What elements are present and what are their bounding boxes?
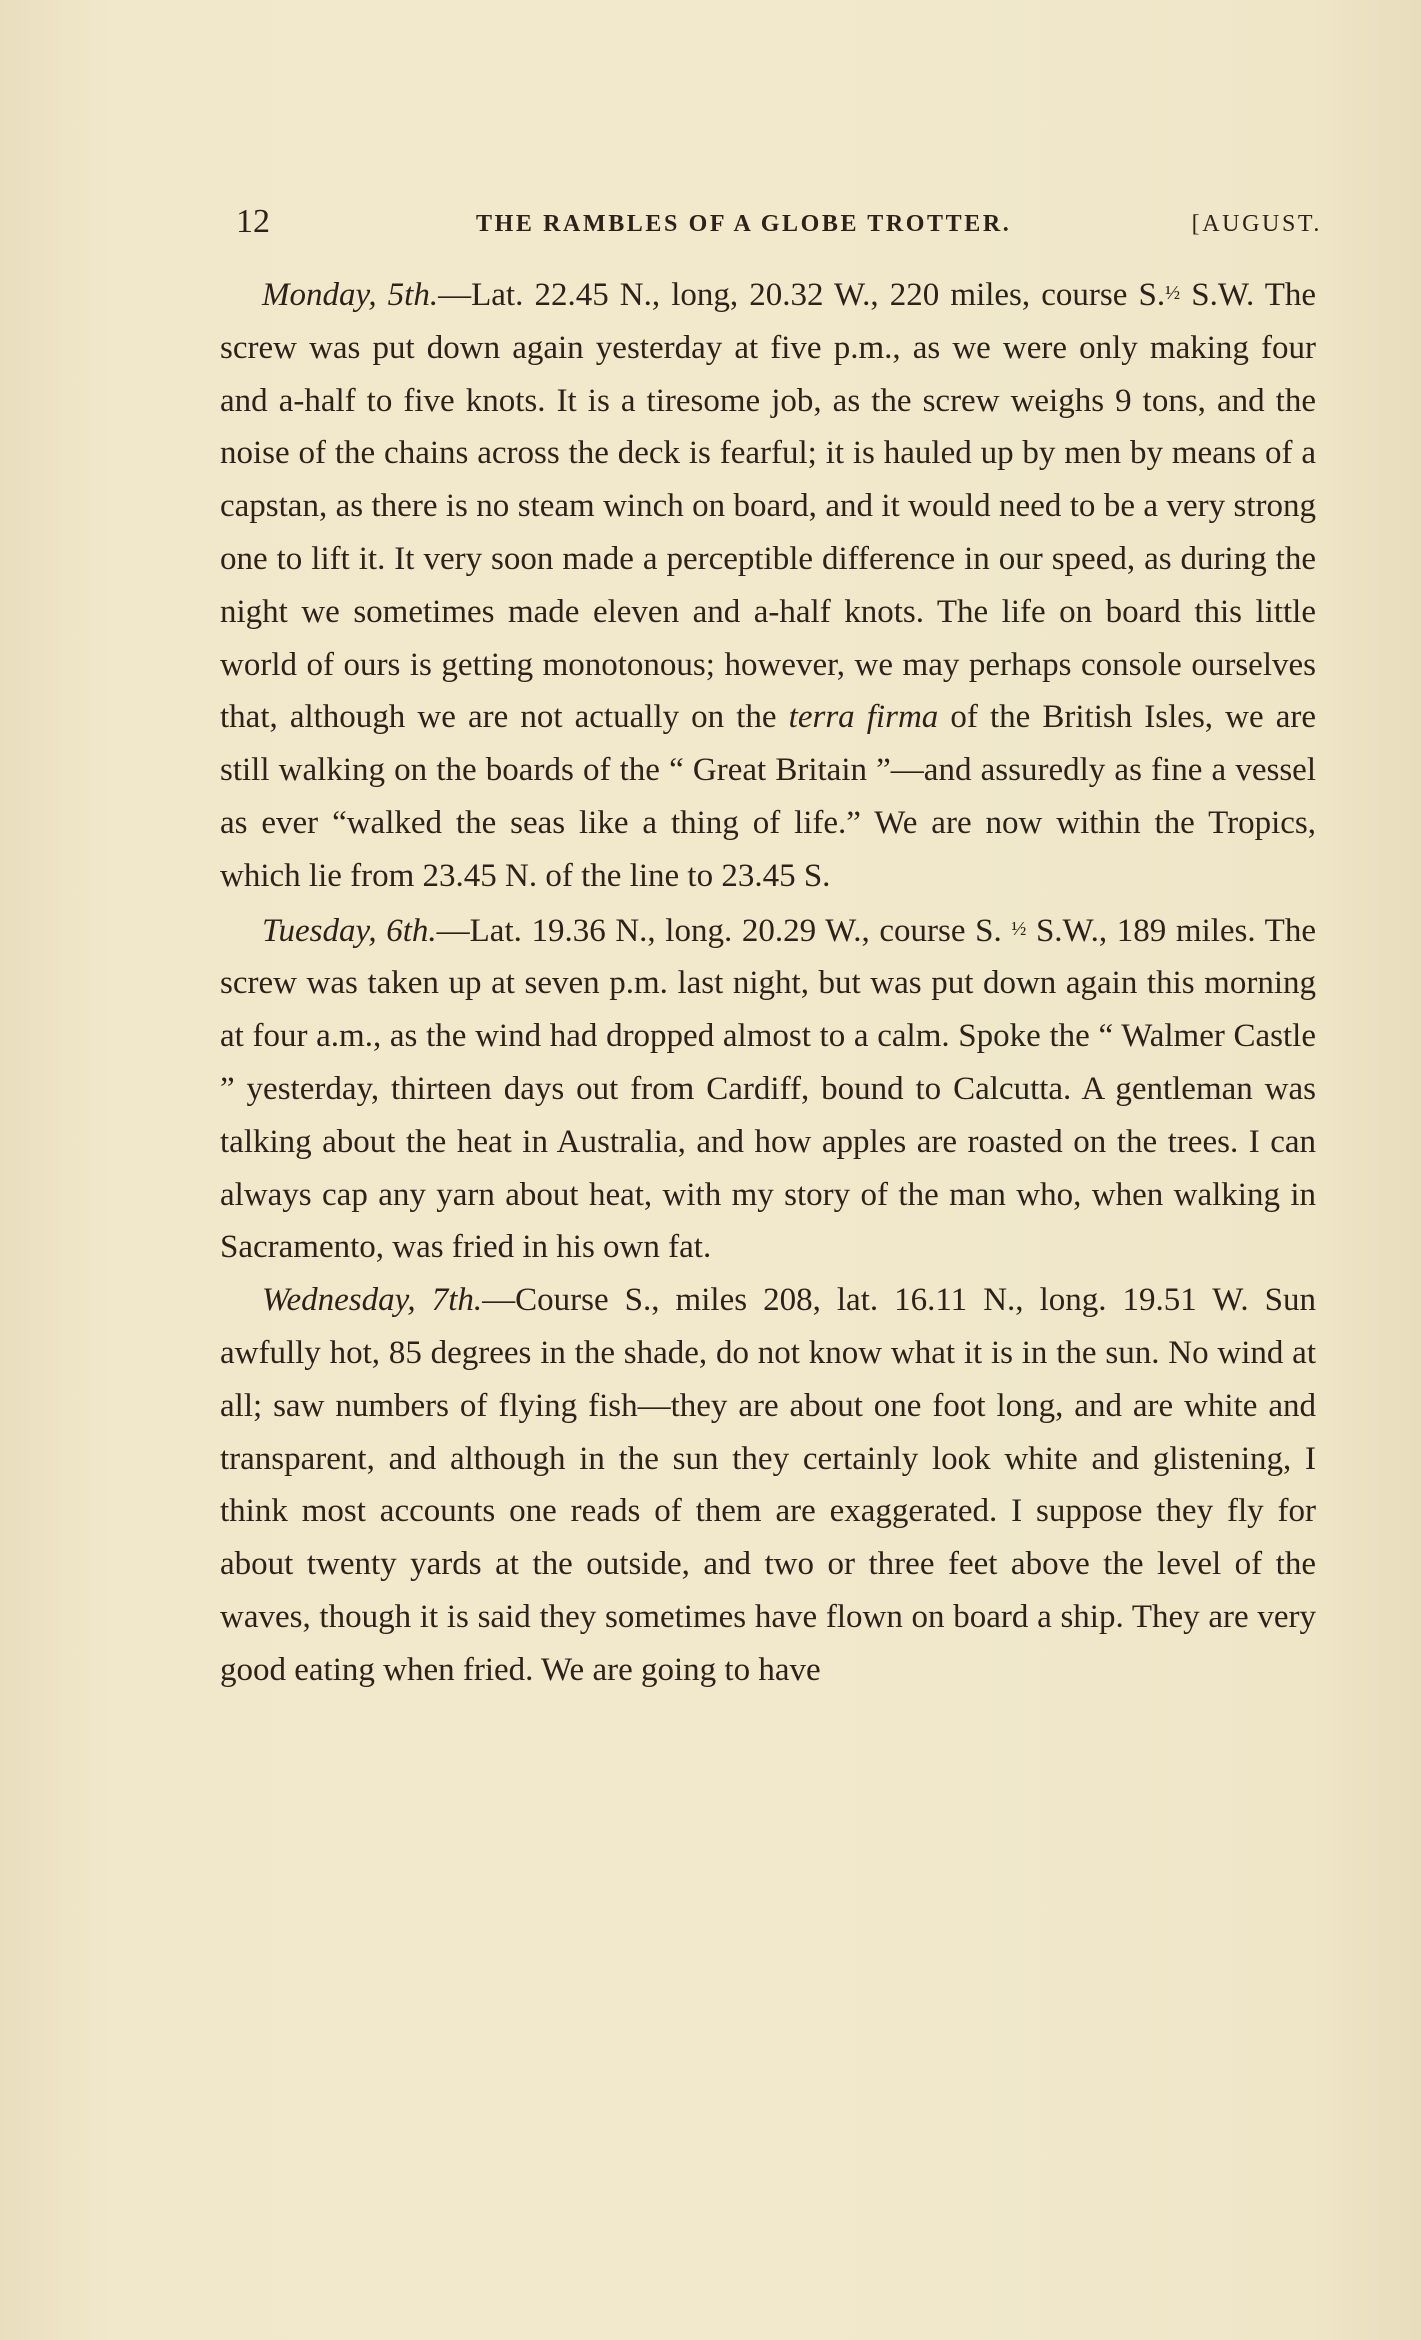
- entry-date: Tuesday, 6th.: [262, 912, 437, 949]
- entry-text: of the British Isles, we are still walking on the boards of the “ Great Britain ”—and assuredly as fine a vessel as ever “walked the seas like a thing of life.” We are now within the Tropics, which lie from 23.45 N. of the line to 23.45 S.: [220, 699, 1316, 894]
- diary-entry-wednesday: [220, 1274, 1316, 1696]
- entry-text: S.W. The screw was put down again yesterday at five p.m., as we were only making four and a-half to five knots. It is a tiresome job, as the screw weighs 9 tons, and the noise of the chains across the deck is fearful; it is hauled up by men by means of a capstan, as there is no steam winch on board, and it would need to be a very strong one to lift it. It very soon made a perceptible difference in our speed, as during the night we sometimes made eleven and a-half knots. The life on board this little world of ours is getting monotonous; however, we may perhaps console ourselves that, although we are not actually on the: [220, 277, 1317, 736]
- page-number: 12: [236, 203, 270, 240]
- fraction: ½: [1011, 917, 1027, 940]
- entry-date: Wednesday, 7th.: [262, 1282, 483, 1319]
- entry-text: —Course S., miles 208, lat. 16.11 N., long. 19.51 W. Sun awfully hot, 85 degrees in the shade, do not know what it is in the sun. No wind at all; saw numbers of flying fish—they are about one foot long, and are white and transparent, and although in the sun they certainly look white and glistening, I think most accounts one reads of them are exaggerated. I suppose they fly for about twenty yards at the outside, and two or three feet above the level of the waves, though it is said they sometimes have flown on board a ship. They are very good eating when fried. We are going to have: [220, 1282, 1316, 1688]
- diary-entry-tuesday: [220, 903, 1316, 1275]
- fraction: ½: [1165, 282, 1181, 304]
- running-month: [AUGUST.: [1191, 211, 1322, 237]
- entry-text: —Lat. 22.45 N., long, 20.32 W., 220 miles, course S.: [438, 277, 1166, 313]
- entry-text: S.W., 189 miles. The screw was taken up at seven p.m. last night, but was put down again this morning at four a.m., as the wind had dropped almost to a calm. Spoke the “ Walmer Castle ” yesterday, thirteen days out from Cardiff, bound to Calcutta. A gentleman was talking about the heat in Australia, and how apples are roasted on the trees. I can always cap any yarn about heat, with my story of the man who, when walking in Sacramento, was fried in his own fat.: [220, 912, 1316, 1266]
- diary-entry-monday: [220, 267, 1316, 903]
- entry-text: —Lat. 19.36 N., long. 20.29 W., course S.: [436, 912, 1012, 949]
- latin-phrase: terra firma: [788, 699, 939, 736]
- body-text: [220, 267, 1316, 1697]
- page-header: [236, 196, 1322, 248]
- running-title: THE RAMBLES OF A GLOBE TROTTER.: [476, 211, 1012, 237]
- entry-date: Monday, 5th.: [262, 277, 439, 313]
